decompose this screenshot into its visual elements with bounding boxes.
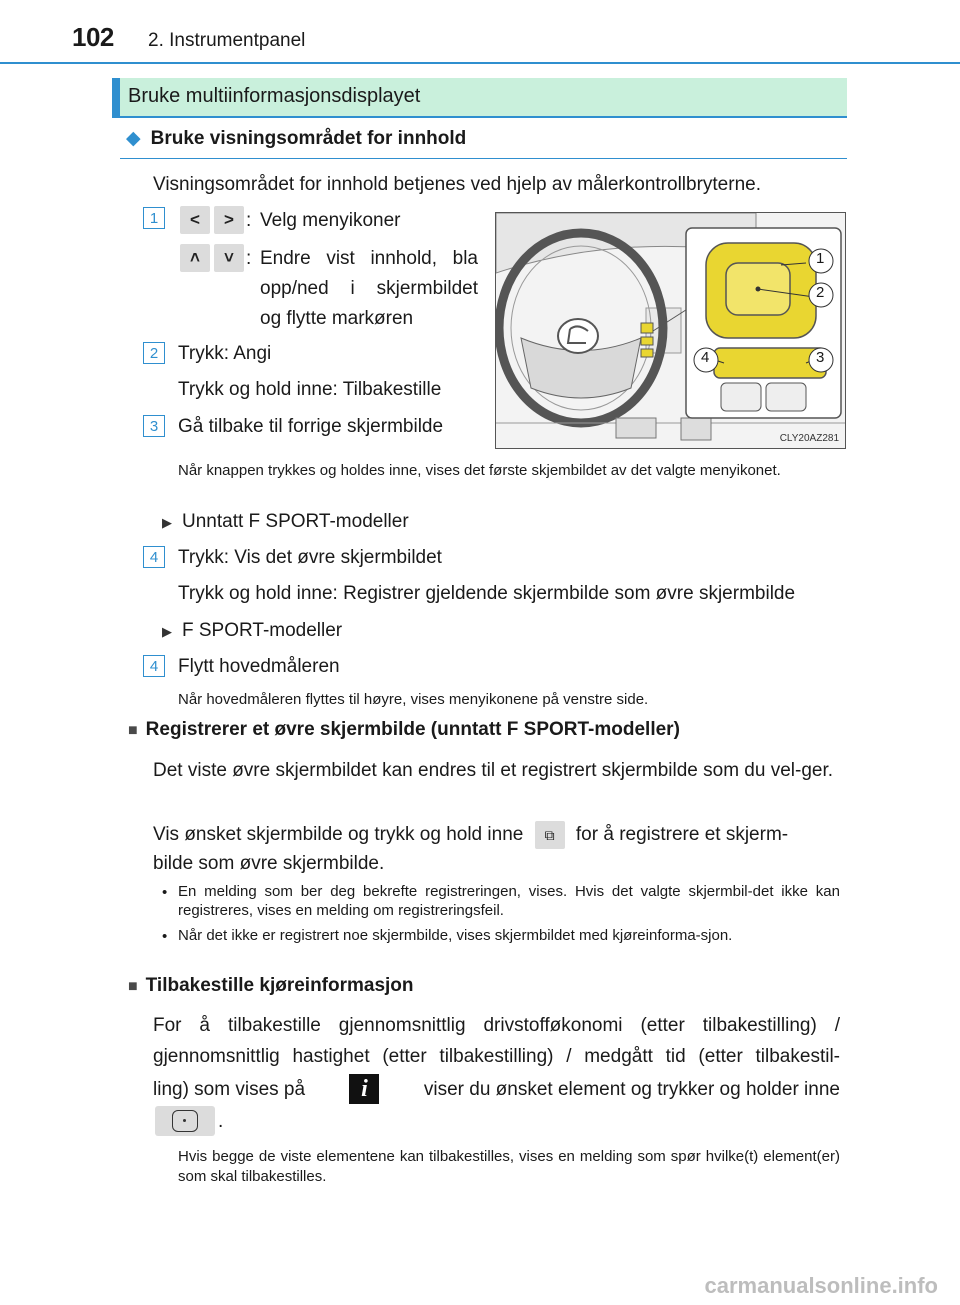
page-number: 102 [72, 22, 114, 52]
reset-note: Hvis begge de viste elementene kan tilbakestilles, vises en melding som spør hvilke(t) element(er) som skal tilbakestilles. [178, 1148, 840, 1185]
chevron-right-icon: > [214, 206, 244, 234]
colon-1: : [246, 210, 252, 231]
reset-heading [128, 975, 414, 997]
sub-heading-fsport [162, 617, 342, 645]
note-2: Når hovedmåleren flyttes til høyre, vises menyikonene på venstre side. [178, 691, 649, 708]
center-button-chip [155, 1106, 215, 1136]
reset-p1-end: . [218, 1111, 224, 1132]
bullet-2-mark: • [162, 928, 168, 945]
item1-text-b3: og flytte markøren [260, 308, 414, 329]
register-p2-a: Vis ønsket skjermbilde og trykk og hold inne [153, 824, 524, 846]
center-button-icon [155, 1106, 215, 1136]
callout-3-label: 3 [143, 415, 165, 437]
register-bullet-1: En melding som ber deg bekrefte registreringen, vises. Hvis det valgte skjermbil-det ikke kan registreres, vises en melding om registreringsfeil. [178, 883, 840, 919]
chapter-title: 2. Instrumentpanel [148, 30, 306, 51]
figure-callout-3: 3 [816, 349, 825, 366]
reset-p1-l3a: ling) som vises på [153, 1078, 306, 1100]
register-p1: Det viste øvre skjermbildet kan endres til et registrert skjermbilde som du vel-ger. [153, 760, 834, 781]
reset-p1-l3b: viser du ønsket element og trykker og holder inne [423, 1078, 840, 1100]
note-1: Når knappen trykkes og holdes inne, vises det første skjembildet av det valgte menyikonet. [178, 462, 781, 479]
triangle-icon: ▶ [162, 515, 172, 530]
register-p2-b: for å registrere et skjerm- [575, 824, 789, 846]
register-heading [128, 719, 680, 741]
intro-text: Visningsområdet for innhold betjenes ved hjelp av målerkontrollbryterne. [153, 174, 761, 195]
subsection-rule [120, 158, 847, 159]
square-bullet-icon: ■ [128, 722, 138, 739]
item4a-text-a: Trykk: Vis det øvre skjermbildet [178, 547, 442, 568]
register-bullet-2: Når det ikke er registrert noe skjermbilde, vises skjermbildet med kjøreinforma-sjon. [178, 927, 733, 944]
callout-1-label: 1 [143, 207, 165, 229]
section-title: Bruke multiinformasjonsdisplayet [128, 85, 421, 107]
info-icon: i [349, 1074, 379, 1104]
steering-wheel-illustration [496, 213, 845, 448]
register-p2-c: bilde som øvre skjermbilde. [153, 853, 385, 874]
square-bullet-icon: ■ [128, 978, 138, 995]
triangle-icon: ▶ [162, 624, 172, 639]
reset-p1-l3 [153, 1074, 840, 1104]
sub-heading-non-fsport [162, 508, 409, 536]
up-down-keys [180, 244, 248, 272]
chevron-up-icon: ˄ [180, 244, 210, 272]
screen-register-icon: ⧉ [535, 821, 565, 849]
subsection-heading [126, 127, 466, 150]
steering-switch-figure [495, 212, 846, 449]
item4b-text: Flytt hovedmåleren [178, 656, 340, 677]
figure-callout-2: 2 [816, 284, 825, 301]
reset-p1-l1: For å tilbakestille gjennomsnittlig drivstofføkonomi (etter tilbakestilling) / [153, 1015, 840, 1036]
item3-text: Gå tilbake til forrige skjermbilde [178, 416, 444, 437]
register-p2-line1 [153, 821, 840, 849]
item4a-text-b: Trykk og hold inne: Registrer gjeldende skjermbilde som øvre skjermbilde [178, 583, 796, 604]
item1-text-b1: Endre vist innhold, bla [260, 248, 478, 269]
item2-text-a: Trykk: Angi [178, 343, 272, 364]
figure-code: CLY20AZ281 [779, 433, 839, 444]
sub-heading-1-text: Unntatt F SPORT-modeller [182, 511, 409, 532]
register-heading-text: Registrerer et øvre skjermbilde (unntatt F SPORT-modeller) [145, 719, 680, 740]
reset-heading-text: Tilbakestille kjøreinformasjon [145, 975, 414, 996]
item1-text-b2: opp/ned i skjermbildet [260, 278, 478, 299]
callout-4b-label: 4 [143, 655, 165, 677]
diamond-icon: ◆ [126, 128, 141, 149]
figure-callout-1: 1 [816, 250, 825, 267]
header-rule [0, 62, 960, 64]
callout-2-label: 2 [143, 342, 165, 364]
watermark: carmanualsonline.info [704, 1273, 938, 1298]
item2-text-b: Trykk og hold inne: Tilbakestille [178, 379, 442, 400]
section-title-bar [112, 78, 847, 118]
callout-4a-label: 4 [143, 546, 165, 568]
chevron-down-icon: ˅ [214, 244, 244, 272]
left-right-keys [180, 206, 248, 234]
chevron-left-icon: < [180, 206, 210, 234]
item1-text-a: Velg menyikoner [260, 210, 401, 231]
bullet-1-mark: • [162, 884, 168, 901]
section-tick [112, 78, 120, 116]
sub-heading-2-text: F SPORT-modeller [182, 620, 343, 641]
figure-callout-4: 4 [701, 349, 710, 366]
subsection-title: Bruke visningsområdet for innhold [150, 128, 467, 149]
reset-p1-l2: gjennomsnittlig hastighet (etter tilbakestilling) / medgått tid (etter tilbakestil- [153, 1046, 840, 1067]
colon-2: : [246, 248, 252, 269]
